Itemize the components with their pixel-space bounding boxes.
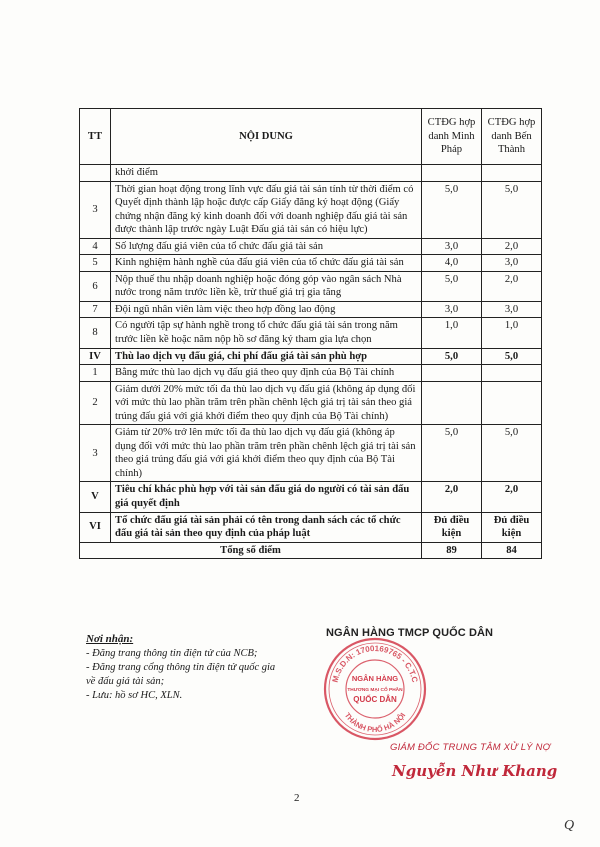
row-value-2: 5,0 (482, 425, 542, 482)
signer-title: GIÁM ĐỐC TRUNG TÂM XỬ LÝ NỢ (390, 742, 551, 753)
row-value-1: 4,0 (422, 255, 482, 272)
row-value-2: 2,0 (482, 271, 542, 301)
table-header-row (80, 109, 542, 165)
row-content: Thù lao dịch vụ đấu giá, chi phí đấu giá tài sản phù hợp (111, 348, 422, 365)
row-content: Bằng mức thù lao dịch vụ đấu giá theo quy định của Bộ Tài chính (111, 365, 422, 382)
header-tt: TT (80, 109, 111, 165)
table-row (80, 482, 542, 512)
row-number: 8 (80, 318, 111, 348)
table-row (80, 271, 542, 301)
bank-name: NGÂN HÀNG TMCP QUỐC DÂN (326, 627, 494, 639)
recipient-item: - Đăng trang thông tin điện tử của NCB; (86, 647, 258, 659)
row-value-1: 5,0 (422, 348, 482, 365)
row-number: IV (80, 348, 111, 365)
row-value-1: 3,0 (422, 238, 482, 255)
table-row (80, 512, 542, 542)
row-number: 2 (80, 381, 111, 425)
header-content: NỘI DUNG (111, 109, 422, 165)
row-number: VI (80, 512, 111, 542)
row-value-1: 2,0 (422, 482, 482, 512)
svg-text:QUỐC DÂN: QUỐC DÂN (353, 695, 397, 704)
row-value-2: 5,0 (482, 181, 542, 238)
row-value-1 (422, 165, 482, 182)
row-content: Thời gian hoạt động trong lĩnh vực đấu giá tài sản tính từ thời điểm có Quyết định thành lập hoặc được cấp Giấy đăng ký hoạt động (Giấy chứng nhận đăng ký kinh doanh đối với doanh nghiệp đấu giá tài sản được thành lập trước ngày Luật Đấu giá tài sản có hiệu lực) (111, 181, 422, 238)
row-content: Đội ngũ nhân viên làm việc theo hợp đồng lao động (111, 301, 422, 318)
row-number: 4 (80, 238, 111, 255)
table-row (80, 165, 542, 182)
table-row (80, 301, 542, 318)
recipient-item: - Lưu: hồ sơ HC, XLN. (86, 690, 183, 702)
table-row (80, 425, 542, 482)
row-number (80, 165, 111, 182)
row-content: Nộp thuế thu nhập doanh nghiệp hoặc đóng góp vào ngân sách Nhà nước trong năm trước liền kề, trừ thuế giá trị gia tăng (111, 271, 422, 301)
row-value-1 (422, 365, 482, 382)
row-value-1: Đủ điều kiện (422, 512, 482, 542)
recipient-item: - Đăng trang cổng thông tin điện tử quốc gia về đấu giá tài sản; (86, 662, 276, 688)
row-value-2: 2,0 (482, 482, 542, 512)
row-number: 3 (80, 425, 111, 482)
svg-text:NGÂN HÀNG: NGÂN HÀNG (351, 674, 399, 683)
row-number: 7 (80, 301, 111, 318)
row-value-2 (482, 165, 542, 182)
row-value-2 (482, 365, 542, 382)
row-value-2: 3,0 (482, 301, 542, 318)
svg-text:THÀNH PHỐ HÀ NỘI: THÀNH PHỐ HÀ NỘI (342, 710, 408, 735)
table-row (80, 381, 542, 425)
row-content: Giảm từ 20% trở lên mức tối đa thù lao dịch vụ đấu giá (không áp dụng đối với mức thù lao phần trăm trên phần chênh lệch giá trị tài sản theo giá trúng đấu giá với giá khởi điểm theo quy định của Bộ Tài chính) (111, 425, 422, 482)
row-number: 6 (80, 271, 111, 301)
recipients-title: Nơi nhận: (86, 633, 134, 645)
signer-name: Nguyễn Như Khang (392, 762, 558, 780)
row-value-2: 1,0 (482, 318, 542, 348)
row-content: Giảm dưới 20% mức tối đa thù lao dịch vụ đấu giá (không áp dụng đối với mức thù lao phần trăm trên phần chênh lệch giá trị tài sản theo giá trúng đấu giá với giá khởi điểm theo quy định của Bộ Tài chính) (111, 381, 422, 425)
row-content: Có người tập sự hành nghề trong tổ chức đấu giá tài sản trong năm trước liền kề hoặc năm nộp hồ sơ đăng ký tham gia lựa chọn (111, 318, 422, 348)
row-number: 1 (80, 365, 111, 382)
table-row (80, 365, 542, 382)
row-number: 5 (80, 255, 111, 272)
row-value-1: 5,0 (422, 181, 482, 238)
row-value-1: 1,0 (422, 318, 482, 348)
svg-text:M.S.D.N: 1700169765 - C.T.C: M.S.D.N: 1700169765 - C.T.C (330, 643, 420, 684)
row-content: Tổ chức đấu giá tài sản phải có tên trong danh sách các tổ chức đấu giá tài sản theo quy định của pháp luật (111, 512, 422, 542)
table-row (80, 238, 542, 255)
row-value-2: Đủ điều kiện (482, 512, 542, 542)
row-value-1: 5,0 (422, 271, 482, 301)
row-value-2: 2,0 (482, 238, 542, 255)
total-value-1: 89 (422, 542, 482, 559)
table-row (80, 318, 542, 348)
row-value-2: 5,0 (482, 348, 542, 365)
table-row (80, 348, 542, 365)
total-row (80, 542, 542, 559)
page-number: 2 (294, 792, 300, 804)
row-value-1: 3,0 (422, 301, 482, 318)
total-label: Tổng số điểm (80, 542, 422, 559)
row-content: khởi điểm (111, 165, 422, 182)
row-content: Tiêu chí khác phù hợp với tài sản đấu giá do người có tài sản đấu giá quyết định (111, 482, 422, 512)
row-value-2: 3,0 (482, 255, 542, 272)
row-content: Số lượng đấu giá viên của tổ chức đấu giá tài sản (111, 238, 422, 255)
row-value-1: 5,0 (422, 425, 482, 482)
bank-seal (322, 636, 428, 742)
recipients-block (86, 632, 286, 704)
row-value-1 (422, 381, 482, 425)
header-col1: CTĐG hợp danh Minh Pháp (422, 109, 482, 165)
row-content: Kinh nghiệm hành nghề của đấu giá viên của tổ chức đấu giá tài sản (111, 255, 422, 272)
total-value-2: 84 (482, 542, 542, 559)
row-number: 3 (80, 181, 111, 238)
page-initial: Q (564, 818, 575, 833)
row-value-2 (482, 381, 542, 425)
evaluation-table (79, 108, 542, 559)
table-row (80, 181, 542, 238)
svg-text:THƯƠNG MẠI CỔ PHẦN: THƯƠNG MẠI CỔ PHẦN (347, 688, 403, 693)
table-row (80, 255, 542, 272)
header-col2: CTĐG hợp danh Bến Thành (482, 109, 542, 165)
row-number: V (80, 482, 111, 512)
